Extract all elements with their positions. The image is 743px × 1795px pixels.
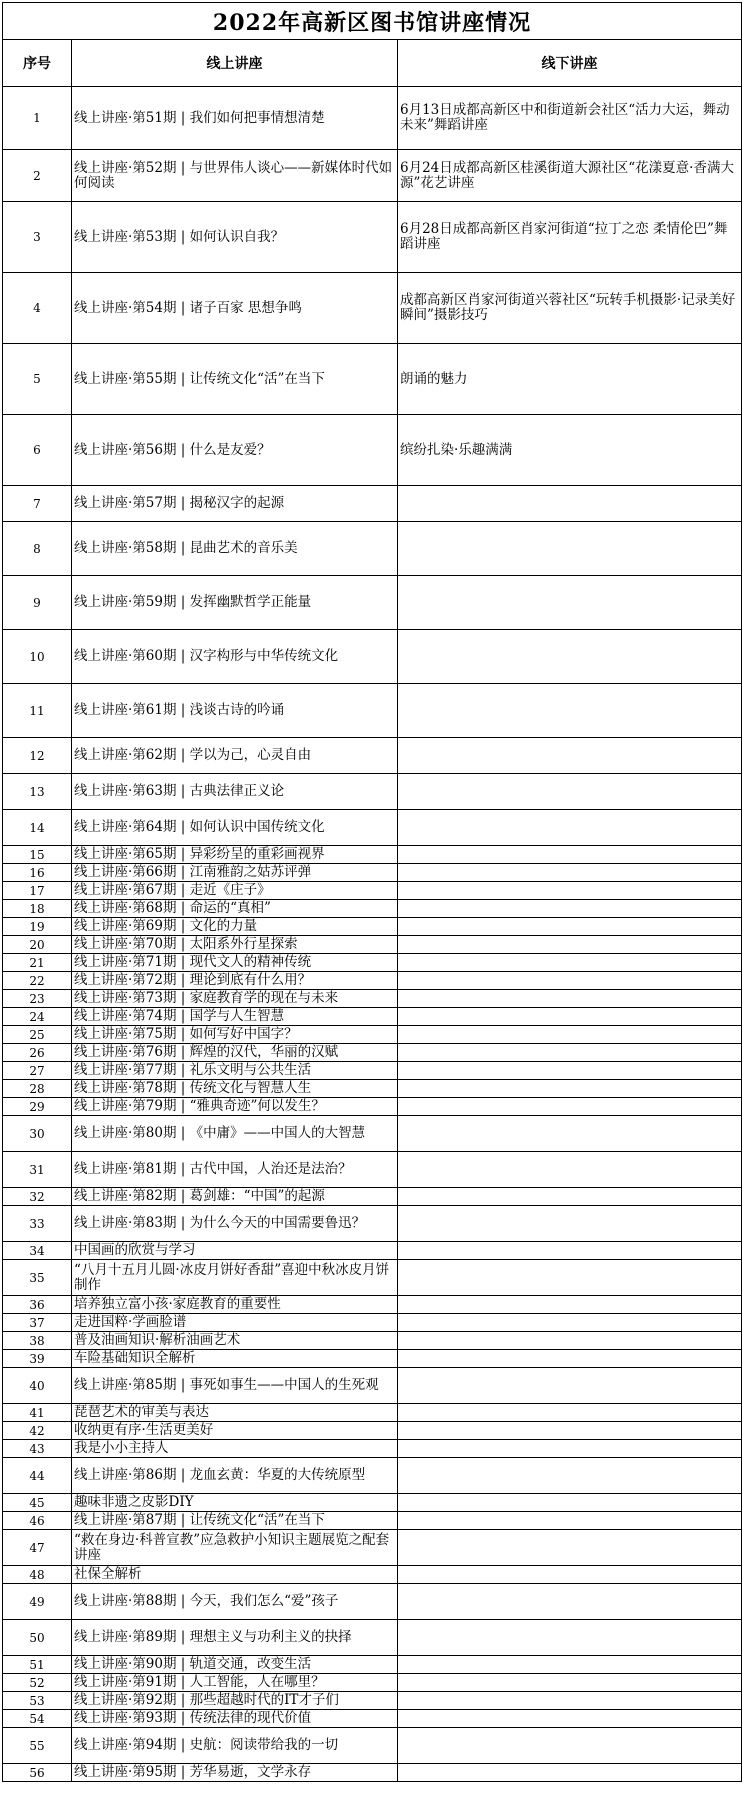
offline-lecture-cell bbox=[398, 882, 742, 900]
offline-lecture-cell bbox=[398, 1512, 742, 1530]
page-title: 2022年高新区图书馆讲座情况 bbox=[3, 3, 742, 40]
table-row bbox=[3, 486, 742, 522]
row-number: 42 bbox=[3, 1422, 72, 1440]
offline-lecture-cell bbox=[398, 1260, 742, 1296]
table-row bbox=[3, 1350, 742, 1368]
offline-lecture-cell bbox=[398, 1764, 742, 1782]
table-row bbox=[3, 1764, 742, 1782]
row-number: 31 bbox=[3, 1152, 72, 1188]
row-number: 54 bbox=[3, 1710, 72, 1728]
row-number: 53 bbox=[3, 1692, 72, 1710]
offline-lecture-cell bbox=[398, 810, 742, 846]
table-row bbox=[3, 846, 742, 864]
online-lecture-cell: 线上讲座·第76期 | 辉煌的汉代，华丽的汉赋 bbox=[72, 1044, 398, 1062]
online-lecture-cell: 线上讲座·第81期 | 古代中国，人治还是法治？ bbox=[72, 1152, 398, 1188]
row-number: 33 bbox=[3, 1206, 72, 1242]
table-row bbox=[3, 954, 742, 972]
online-lecture-cell: 线上讲座·第57期 | 揭秘汉字的起源 bbox=[72, 486, 398, 522]
row-number: 46 bbox=[3, 1512, 72, 1530]
table-row bbox=[3, 738, 742, 774]
row-number: 4 bbox=[3, 273, 72, 344]
row-number: 8 bbox=[3, 522, 72, 576]
table-row bbox=[3, 1422, 742, 1440]
table-row bbox=[3, 1692, 742, 1710]
online-lecture-cell: 线上讲座·第53期 | 如何认识自我？ bbox=[72, 202, 398, 273]
row-number: 36 bbox=[3, 1296, 72, 1314]
offline-lecture-cell bbox=[398, 1314, 742, 1332]
online-lecture-cell: 线上讲座·第72期 | 理论到底有什么用？ bbox=[72, 972, 398, 990]
offline-lecture-cell bbox=[398, 1494, 742, 1512]
online-lecture-cell: 社保全解析 bbox=[72, 1566, 398, 1584]
online-lecture-cell: 线上讲座·第95期 | 芳华易逝，文学永存 bbox=[72, 1764, 398, 1782]
row-number: 56 bbox=[3, 1764, 72, 1782]
online-lecture-cell: 线上讲座·第90期 | 轨道交通，改变生活 bbox=[72, 1656, 398, 1674]
offline-lecture-cell bbox=[398, 1188, 742, 1206]
offline-lecture-cell bbox=[398, 1332, 742, 1350]
online-lecture-cell: 线上讲座·第75期 | 如何写好中国字？ bbox=[72, 1026, 398, 1044]
offline-lecture-cell bbox=[398, 1692, 742, 1710]
offline-lecture-cell bbox=[398, 630, 742, 684]
row-number: 11 bbox=[3, 684, 72, 738]
offline-lecture-cell bbox=[398, 936, 742, 954]
table-row bbox=[3, 202, 742, 273]
online-lecture-cell: 线上讲座·第73期 | 家庭教育学的现在与未来 bbox=[72, 990, 398, 1008]
offline-lecture-cell bbox=[398, 1674, 742, 1692]
offline-lecture-cell bbox=[398, 1458, 742, 1494]
table-row bbox=[3, 864, 742, 882]
table-row bbox=[3, 1584, 742, 1620]
online-lecture-cell: 线上讲座·第69期 | 文化的力量 bbox=[72, 918, 398, 936]
row-number: 52 bbox=[3, 1674, 72, 1692]
row-number: 2 bbox=[3, 150, 72, 202]
table-row bbox=[3, 1206, 742, 1242]
column-header-no: 序号 bbox=[3, 40, 72, 87]
row-number: 45 bbox=[3, 1494, 72, 1512]
row-number: 26 bbox=[3, 1044, 72, 1062]
row-number: 34 bbox=[3, 1242, 72, 1260]
table-row bbox=[3, 1242, 742, 1260]
offline-lecture-cell bbox=[398, 486, 742, 522]
online-lecture-cell: 线上讲座·第94期 | 史航：阅读带给我的一切 bbox=[72, 1728, 398, 1764]
row-number: 21 bbox=[3, 954, 72, 972]
table-row bbox=[3, 1332, 742, 1350]
table-row bbox=[3, 1008, 742, 1026]
offline-lecture-cell bbox=[398, 1008, 742, 1026]
table-row bbox=[3, 684, 742, 738]
table-row bbox=[3, 1566, 742, 1584]
table-row bbox=[3, 900, 742, 918]
table-row bbox=[3, 1296, 742, 1314]
table-row bbox=[3, 1656, 742, 1674]
online-lecture-cell: 我是小小主持人 bbox=[72, 1440, 398, 1458]
online-lecture-cell: 培养独立富小孩·家庭教育的重要性 bbox=[72, 1296, 398, 1314]
row-number: 37 bbox=[3, 1314, 72, 1332]
offline-lecture-cell bbox=[398, 684, 742, 738]
online-lecture-cell: 线上讲座·第51期 | 我们如何把事情想清楚 bbox=[72, 87, 398, 150]
row-number: 10 bbox=[3, 630, 72, 684]
row-number: 51 bbox=[3, 1656, 72, 1674]
online-lecture-cell: “救在身边·科普宣教”应急救护小知识主题展览之配套讲座 bbox=[72, 1530, 398, 1566]
online-lecture-cell: 线上讲座·第61期 | 浅谈古诗的吟诵 bbox=[72, 684, 398, 738]
row-number: 18 bbox=[3, 900, 72, 918]
row-number: 43 bbox=[3, 1440, 72, 1458]
row-number: 41 bbox=[3, 1404, 72, 1422]
online-lecture-cell: 线上讲座·第62期 | 学以为己，心灵自由 bbox=[72, 738, 398, 774]
row-number: 14 bbox=[3, 810, 72, 846]
table-row bbox=[3, 1728, 742, 1764]
offline-lecture-cell bbox=[398, 1368, 742, 1404]
table-row bbox=[3, 415, 742, 486]
online-lecture-cell: 线上讲座·第58期 | 昆曲艺术的音乐美 bbox=[72, 522, 398, 576]
row-number: 27 bbox=[3, 1062, 72, 1080]
row-number: 44 bbox=[3, 1458, 72, 1494]
offline-lecture-cell: 6月13日成都高新区中和街道新会社区“活力大运，舞动未来”舞蹈讲座 bbox=[398, 87, 742, 150]
offline-lecture-cell bbox=[398, 1566, 742, 1584]
row-number: 25 bbox=[3, 1026, 72, 1044]
offline-lecture-cell bbox=[398, 1620, 742, 1656]
offline-lecture-cell bbox=[398, 1062, 742, 1080]
row-number: 5 bbox=[3, 344, 72, 415]
table-row bbox=[3, 918, 742, 936]
lecture-table bbox=[2, 2, 742, 1782]
online-lecture-cell: 线上讲座·第68期 | 命运的“真相” bbox=[72, 900, 398, 918]
table-row bbox=[3, 972, 742, 990]
offline-lecture-cell bbox=[398, 900, 742, 918]
header-row bbox=[3, 40, 742, 87]
online-lecture-cell: 线上讲座·第77期 | 礼乐文明与公共生活 bbox=[72, 1062, 398, 1080]
table-row bbox=[3, 810, 742, 846]
row-number: 38 bbox=[3, 1332, 72, 1350]
online-lecture-cell: 趣味非遗之皮影DIY bbox=[72, 1494, 398, 1512]
online-lecture-cell: 线上讲座·第79期 | “雅典奇迹”何以发生？ bbox=[72, 1098, 398, 1116]
online-lecture-cell: 线上讲座·第82期 | 葛剑雄：“中国”的起源 bbox=[72, 1188, 398, 1206]
offline-lecture-cell: 缤纷扎染·乐趣满满 bbox=[398, 415, 742, 486]
online-lecture-cell: 线上讲座·第67期 | 走近《庄子》 bbox=[72, 882, 398, 900]
table-row bbox=[3, 774, 742, 810]
table-row bbox=[3, 1674, 742, 1692]
offline-lecture-cell bbox=[398, 1116, 742, 1152]
table-row bbox=[3, 1062, 742, 1080]
row-number: 40 bbox=[3, 1368, 72, 1404]
table-row bbox=[3, 150, 742, 202]
table-row bbox=[3, 344, 742, 415]
offline-lecture-cell: 朗诵的魅力 bbox=[398, 344, 742, 415]
row-number: 19 bbox=[3, 918, 72, 936]
row-number: 48 bbox=[3, 1566, 72, 1584]
table-row bbox=[3, 1080, 742, 1098]
offline-lecture-cell bbox=[398, 1044, 742, 1062]
offline-lecture-cell bbox=[398, 1206, 742, 1242]
table-row bbox=[3, 1314, 742, 1332]
table-row bbox=[3, 1026, 742, 1044]
offline-lecture-cell bbox=[398, 918, 742, 936]
online-lecture-cell: 线上讲座·第63期 | 古典法律正义论 bbox=[72, 774, 398, 810]
row-number: 9 bbox=[3, 576, 72, 630]
online-lecture-cell: 线上讲座·第65期 | 异彩纷呈的重彩画视界 bbox=[72, 846, 398, 864]
offline-lecture-cell: 6月24日成都高新区桂溪街道大源社区“花漾夏意·香满大源”花艺讲座 bbox=[398, 150, 742, 202]
offline-lecture-cell bbox=[398, 1404, 742, 1422]
online-lecture-cell: 线上讲座·第52期 | 与世界伟人谈心——新媒体时代如何阅读 bbox=[72, 150, 398, 202]
online-lecture-cell: 收纳更有序·生活更美好 bbox=[72, 1422, 398, 1440]
title-row bbox=[3, 3, 742, 40]
row-number: 3 bbox=[3, 202, 72, 273]
online-lecture-cell: 线上讲座·第88期 | 今天，我们怎么“爱”孩子 bbox=[72, 1584, 398, 1620]
offline-lecture-cell: 6月28日成都高新区肖家河街道“拉丁之恋 柔情伦巴”舞蹈讲座 bbox=[398, 202, 742, 273]
table-body bbox=[3, 87, 742, 1782]
online-lecture-cell: 线上讲座·第87期 | 让传统文化“活”在当下 bbox=[72, 1512, 398, 1530]
row-number: 20 bbox=[3, 936, 72, 954]
row-number: 24 bbox=[3, 1008, 72, 1026]
offline-lecture-cell bbox=[398, 1080, 742, 1098]
column-header-offline: 线下讲座 bbox=[398, 40, 742, 87]
offline-lecture-cell bbox=[398, 1728, 742, 1764]
offline-lecture-cell bbox=[398, 576, 742, 630]
online-lecture-cell: 线上讲座·第71期 | 现代文人的精神传统 bbox=[72, 954, 398, 972]
row-number: 17 bbox=[3, 882, 72, 900]
row-number: 1 bbox=[3, 87, 72, 150]
row-number: 28 bbox=[3, 1080, 72, 1098]
row-number: 39 bbox=[3, 1350, 72, 1368]
online-lecture-cell: 中国画的欣赏与学习 bbox=[72, 1242, 398, 1260]
table-row bbox=[3, 1710, 742, 1728]
table-row bbox=[3, 1620, 742, 1656]
table-row bbox=[3, 1530, 742, 1566]
online-lecture-cell: 线上讲座·第92期 | 那些超越时代的IT才子们 bbox=[72, 1692, 398, 1710]
offline-lecture-cell bbox=[398, 1656, 742, 1674]
online-lecture-cell: 线上讲座·第56期 | 什么是友爱？ bbox=[72, 415, 398, 486]
table-row bbox=[3, 1494, 742, 1512]
offline-lecture-cell bbox=[398, 846, 742, 864]
online-lecture-cell: 线上讲座·第59期 | 发挥幽默哲学正能量 bbox=[72, 576, 398, 630]
offline-lecture-cell bbox=[398, 1530, 742, 1566]
online-lecture-cell: 普及油画知识·解析油画艺术 bbox=[72, 1332, 398, 1350]
lecture-sheet bbox=[2, 2, 741, 1782]
row-number: 35 bbox=[3, 1260, 72, 1296]
table-row bbox=[3, 990, 742, 1008]
online-lecture-cell: 线上讲座·第74期 | 国学与人生智慧 bbox=[72, 1008, 398, 1026]
offline-lecture-cell bbox=[398, 1584, 742, 1620]
row-number: 47 bbox=[3, 1530, 72, 1566]
offline-lecture-cell bbox=[398, 738, 742, 774]
offline-lecture-cell bbox=[398, 1710, 742, 1728]
row-number: 16 bbox=[3, 864, 72, 882]
row-number: 22 bbox=[3, 972, 72, 990]
offline-lecture-cell bbox=[398, 774, 742, 810]
offline-lecture-cell bbox=[398, 1296, 742, 1314]
table-row bbox=[3, 522, 742, 576]
table-row bbox=[3, 1116, 742, 1152]
row-number: 13 bbox=[3, 774, 72, 810]
offline-lecture-cell bbox=[398, 954, 742, 972]
table-row bbox=[3, 1404, 742, 1422]
offline-lecture-cell bbox=[398, 522, 742, 576]
online-lecture-cell: 线上讲座·第83期 | 为什么今天的中国需要鲁迅？ bbox=[72, 1206, 398, 1242]
row-number: 7 bbox=[3, 486, 72, 522]
offline-lecture-cell bbox=[398, 1152, 742, 1188]
table-row bbox=[3, 1458, 742, 1494]
table-row bbox=[3, 1440, 742, 1458]
row-number: 30 bbox=[3, 1116, 72, 1152]
table-row bbox=[3, 1152, 742, 1188]
online-lecture-cell: 线上讲座·第78期 | 传统文化与智慧人生 bbox=[72, 1080, 398, 1098]
online-lecture-cell: “八月十五月儿圆·冰皮月饼好香甜”喜迎中秋冰皮月饼制作 bbox=[72, 1260, 398, 1296]
offline-lecture-cell bbox=[398, 1026, 742, 1044]
online-lecture-cell: 线上讲座·第89期 | 理想主义与功利主义的抉择 bbox=[72, 1620, 398, 1656]
online-lecture-cell: 线上讲座·第64期 | 如何认识中国传统文化 bbox=[72, 810, 398, 846]
offline-lecture-cell bbox=[398, 1242, 742, 1260]
online-lecture-cell: 线上讲座·第93期 | 传统法律的现代价值 bbox=[72, 1710, 398, 1728]
online-lecture-cell: 走进国粹·学画脸谱 bbox=[72, 1314, 398, 1332]
row-number: 6 bbox=[3, 415, 72, 486]
table-row bbox=[3, 936, 742, 954]
row-number: 15 bbox=[3, 846, 72, 864]
row-number: 29 bbox=[3, 1098, 72, 1116]
table-row bbox=[3, 273, 742, 344]
row-number: 12 bbox=[3, 738, 72, 774]
row-number: 23 bbox=[3, 990, 72, 1008]
online-lecture-cell: 车险基础知识全解析 bbox=[72, 1350, 398, 1368]
offline-lecture-cell bbox=[398, 1098, 742, 1116]
table-row bbox=[3, 630, 742, 684]
online-lecture-cell: 线上讲座·第86期 | 龙血玄黄：华夏的大传统原型 bbox=[72, 1458, 398, 1494]
row-number: 49 bbox=[3, 1584, 72, 1620]
offline-lecture-cell bbox=[398, 1422, 742, 1440]
table-row bbox=[3, 1260, 742, 1296]
table-row bbox=[3, 1044, 742, 1062]
row-number: 50 bbox=[3, 1620, 72, 1656]
table-row bbox=[3, 1368, 742, 1404]
offline-lecture-cell bbox=[398, 864, 742, 882]
online-lecture-cell: 线上讲座·第54期 | 诸子百家 思想争鸣 bbox=[72, 273, 398, 344]
row-number: 32 bbox=[3, 1188, 72, 1206]
table-row bbox=[3, 1098, 742, 1116]
table-row bbox=[3, 576, 742, 630]
table-row bbox=[3, 1188, 742, 1206]
table-row bbox=[3, 1512, 742, 1530]
row-number: 55 bbox=[3, 1728, 72, 1764]
online-lecture-cell: 线上讲座·第55期 | 让传统文化“活”在当下 bbox=[72, 344, 398, 415]
offline-lecture-cell bbox=[398, 990, 742, 1008]
offline-lecture-cell bbox=[398, 1350, 742, 1368]
online-lecture-cell: 线上讲座·第80期 | 《中庸》——中国人的大智慧 bbox=[72, 1116, 398, 1152]
online-lecture-cell: 琵琶艺术的审美与表达 bbox=[72, 1404, 398, 1422]
offline-lecture-cell bbox=[398, 1440, 742, 1458]
table-row bbox=[3, 87, 742, 150]
online-lecture-cell: 线上讲座·第85期 | 事死如事生——中国人的生死观 bbox=[72, 1368, 398, 1404]
online-lecture-cell: 线上讲座·第60期 | 汉字构形与中华传统文化 bbox=[72, 630, 398, 684]
offline-lecture-cell bbox=[398, 972, 742, 990]
online-lecture-cell: 线上讲座·第66期 | 江南雅韵之姑苏评弹 bbox=[72, 864, 398, 882]
online-lecture-cell: 线上讲座·第91期 | 人工智能，人在哪里？ bbox=[72, 1674, 398, 1692]
table-row bbox=[3, 882, 742, 900]
online-lecture-cell: 线上讲座·第70期 | 太阳系外行星探索 bbox=[72, 936, 398, 954]
column-header-online: 线上讲座 bbox=[72, 40, 398, 87]
offline-lecture-cell: 成都高新区肖家河街道兴蓉社区“玩转手机摄影·记录美好瞬间”摄影技巧 bbox=[398, 273, 742, 344]
